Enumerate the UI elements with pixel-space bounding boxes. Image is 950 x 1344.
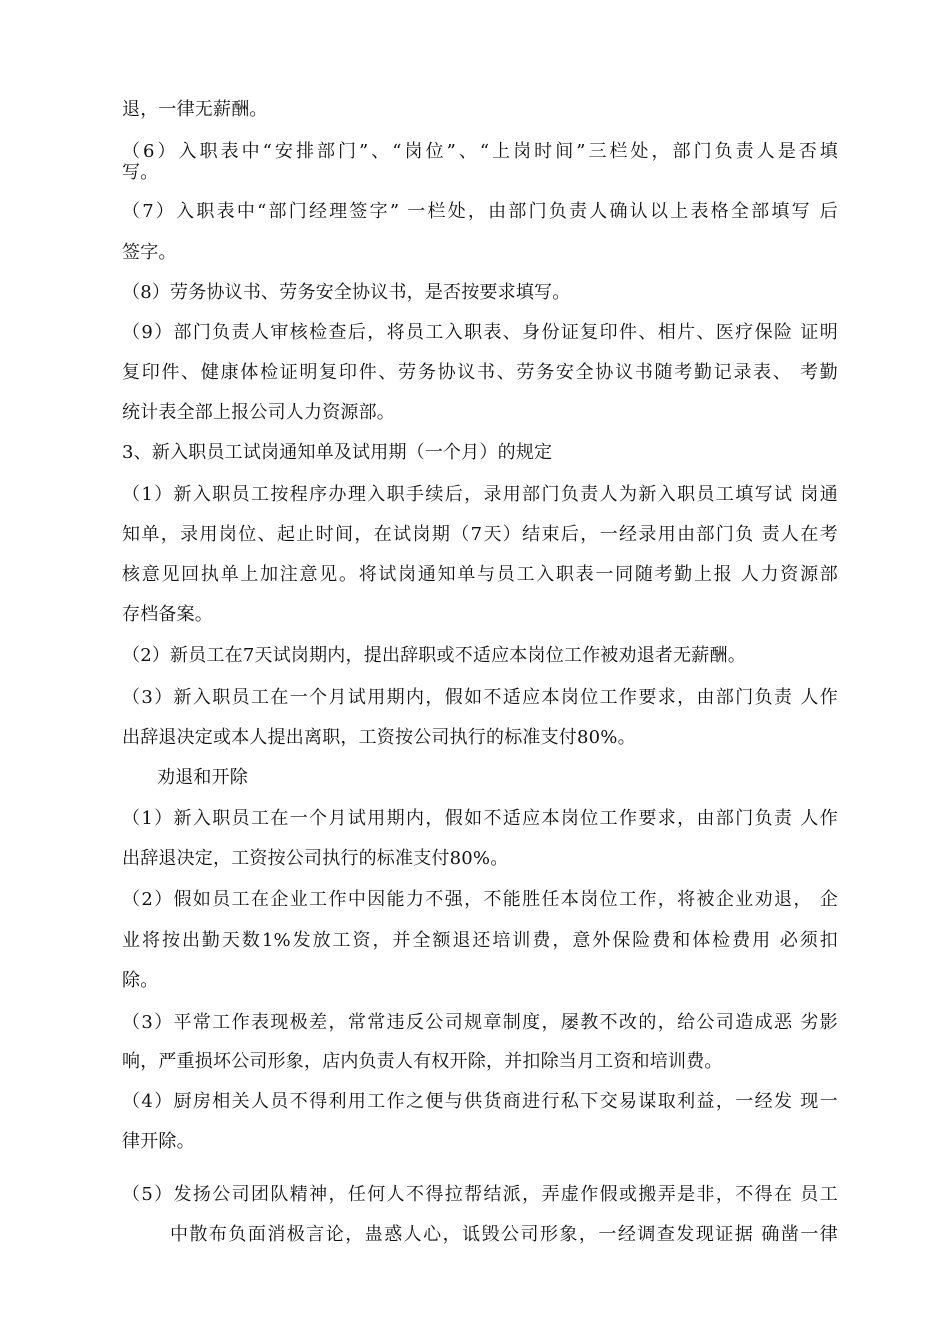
text-line: 复印件、健康体检证明复印件、劳务协议书、劳务安全协议书随考勤记录表、 考勤: [122, 362, 838, 383]
text-line: （1）新入职员工按程序办理入职手续后，录用部门负责人为新入职员工填写试 岗通: [122, 484, 838, 505]
section-heading: 劝退和开除: [157, 767, 248, 788]
text-line: （7）入职表中“部门经理签字” 一栏处，由部门负责人确认以上表格全部填写 后: [122, 201, 838, 222]
text-line: （6）入职表中“安排部门”、“岗位”、“上岗时间”三栏处，部门负责人是否填: [122, 141, 838, 162]
text-line: 出辞退决定，工资按公司执行的标准支付80%。: [122, 848, 509, 869]
text-line: 除。: [122, 970, 159, 991]
text-line: 律开除。: [122, 1131, 195, 1152]
text-line: （3）新入职员工在一个月试用期内，假如不适应本岗位工作要求，由部门负责 人作: [122, 687, 838, 708]
text-line: 响，严重损坏公司形象，店内负责人有权开除，并扣除当月工资和培训费。: [122, 1051, 723, 1072]
text-line: （4）厨房相关人员不得利用工作之便与供货商进行私下交易谋取利益，一经发 现一: [122, 1091, 838, 1112]
text-line: 统计表全部上报公司人力资源部。: [122, 402, 395, 423]
text-line: （2）假如员工在企业工作中因能力不强，不能胜任本岗位工作，将被企业劝退， 企: [122, 889, 838, 910]
text-line: 知单，录用岗位、起止时间，在试岗期（7天）结束后，一经录用由部门负 责人在考: [122, 524, 838, 545]
text-line: （2）新员工在7天试岗期内，提出辞职或不适应本岗位工作被劝退者无薪酬。: [122, 645, 746, 666]
text-line: （5）发扬公司团队精神，任何人不得拉帮结派，弄虚作假或搬弄是非，不得在 员工: [122, 1184, 838, 1205]
text-line: 退，一律无薪酬。: [122, 99, 268, 120]
text-line: 业将按出勤天数1%发放工资，并全额退还培训费，意外保险费和体检费用 必须扣: [122, 930, 838, 951]
text-line: 中散布负面消极言论，蛊惑人心，诋毁公司形象，一经调查发现证据 确凿一律: [170, 1224, 838, 1245]
section-heading: 3、新入职员工试岗通知单及试用期（一个月）的规定: [122, 442, 553, 463]
text-line: （1）新入职员工在一个月试用期内，假如不适应本岗位工作要求，由部门负责 人作: [122, 808, 838, 829]
text-line: 写。: [122, 162, 159, 183]
text-line: 存档备案。: [122, 604, 213, 625]
text-line: 签字。: [122, 242, 177, 263]
text-line: （9）部门负责人审核检查后，将员工入职表、身份证复印件、相片、医疗保险 证明: [122, 322, 838, 343]
text-line: （3）平常工作表现极差，常常违反公司规章制度，屡教不改的，给公司造成恶 劣影: [122, 1012, 838, 1033]
text-line: 出辞退决定或本人提出离职，工资按公司执行的标准支付80%。: [122, 727, 636, 748]
text-line: 核意见回执单上加注意见。将试岗通知单与员工入职表一同随考勤上报 人力资源部: [122, 564, 838, 585]
text-line: （8）劳务协议书、劳务安全协议书，是否按要求填写。: [122, 282, 571, 303]
